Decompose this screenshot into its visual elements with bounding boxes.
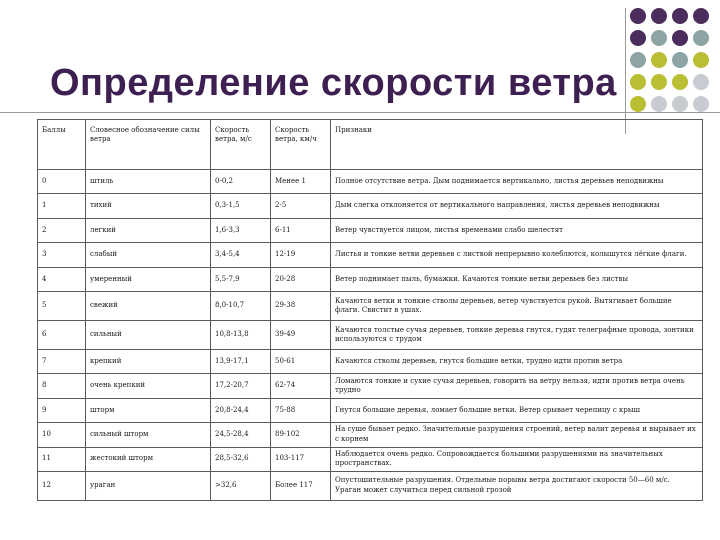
cell-points: 10 <box>38 423 86 447</box>
header-row <box>38 120 703 170</box>
cell-signs: Полное отсутствие ветра. Дым поднимается вертикально, листья деревьев неподвижны <box>331 170 703 194</box>
cell-speed-kmh: 39-49 <box>271 320 331 349</box>
table-header <box>38 120 703 170</box>
cell-points: 12 <box>38 471 86 500</box>
cell-speed-kmh: 12-19 <box>271 243 331 267</box>
cell-points: 4 <box>38 267 86 291</box>
table-body <box>38 170 703 501</box>
decorative-dot <box>693 74 709 90</box>
cell-name: умеренный <box>86 267 211 291</box>
cell-speed-ms: >32,6 <box>211 471 271 500</box>
cell-points: 6 <box>38 320 86 349</box>
cell-points: 11 <box>38 447 86 471</box>
cell-speed-kmh: Менее 1 <box>271 170 331 194</box>
cell-speed-ms: 5,5-7,9 <box>211 267 271 291</box>
decorative-dot <box>630 96 646 112</box>
decorative-dot <box>693 52 709 68</box>
table-row <box>38 349 703 373</box>
cell-speed-ms: 28,5-32,6 <box>211 447 271 471</box>
header-cell-signs: Признаки <box>331 120 703 170</box>
cell-signs: Ломаются тонкие и сухие сучья деревьев, говорить на ветру нельзя, идти против ветра очень трудно <box>331 374 703 398</box>
decorative-dot <box>672 8 688 24</box>
cell-signs: Опустошительные разрушения. Отдельные порывы ветра достигают скорости 50—60 м/с. Ураган может случиться перед сильной грозой <box>331 471 703 500</box>
table-row <box>38 423 703 447</box>
cell-signs: Ветер поднимает пыль, бумажки. Качаются тонкие ветви деревьев без листвы <box>331 267 703 291</box>
cell-speed-ms: 0,3-1,5 <box>211 194 271 218</box>
table-row <box>38 398 703 422</box>
cell-speed-ms: 8,0-10,7 <box>211 291 271 320</box>
cell-speed-kmh: 75-88 <box>271 398 331 422</box>
cell-name: сильный шторм <box>86 423 211 447</box>
slide-title: Определение скорости ветра <box>50 62 617 104</box>
cell-speed-ms: 10,8-13,8 <box>211 320 271 349</box>
cell-speed-kmh: Более 117 <box>271 471 331 500</box>
cell-speed-kmh: 50-61 <box>271 349 331 373</box>
table-row <box>38 194 703 218</box>
cell-signs: Листья и тонкие ветви деревьев с листвой непрерывно колеблются, колышутся лёгкие флаги. <box>331 243 703 267</box>
decorative-dot <box>630 52 646 68</box>
decorative-dot <box>651 30 667 46</box>
cell-speed-kmh: 20-28 <box>271 267 331 291</box>
cell-name: жестокий шторм <box>86 447 211 471</box>
cell-points: 7 <box>38 349 86 373</box>
cell-speed-ms: 20,8-24,4 <box>211 398 271 422</box>
decorative-dot <box>630 30 646 46</box>
cell-name: ураган <box>86 471 211 500</box>
title-divider-vertical <box>625 8 626 134</box>
table-row <box>38 374 703 398</box>
decorative-dot <box>693 96 709 112</box>
decorative-dot <box>651 74 667 90</box>
cell-name: тихий <box>86 194 211 218</box>
decorative-dot <box>651 52 667 68</box>
cell-speed-ms: 13,9-17,1 <box>211 349 271 373</box>
cell-name: сильный <box>86 320 211 349</box>
decorative-dot <box>672 96 688 112</box>
cell-speed-ms: 3,4-5,4 <box>211 243 271 267</box>
header-cell-points: Баллы <box>38 120 86 170</box>
cell-speed-ms: 1,6-3,3 <box>211 218 271 242</box>
cell-name: крепкий <box>86 349 211 373</box>
cell-signs: На суше бывает редко. Значительные разрушения строений, ветер валит деревья и вырывает их с корнем <box>331 423 703 447</box>
cell-points: 2 <box>38 218 86 242</box>
cell-speed-kmh: 62-74 <box>271 374 331 398</box>
table-row <box>38 447 703 471</box>
decorative-dot <box>651 96 667 112</box>
cell-signs: Качаются стволы деревьев, гнутся большие ветки, трудно идти против ветра <box>331 349 703 373</box>
cell-speed-ms: 0-0,2 <box>211 170 271 194</box>
cell-speed-kmh: 103-117 <box>271 447 331 471</box>
decorative-dot <box>630 74 646 90</box>
decorative-dot <box>693 8 709 24</box>
cell-name: очень крепкий <box>86 374 211 398</box>
table-row <box>38 320 703 349</box>
wind-speed-table <box>37 119 703 501</box>
cell-speed-kmh: 89-102 <box>271 423 331 447</box>
cell-name: шторм <box>86 398 211 422</box>
decorative-dot <box>672 30 688 46</box>
decorative-dot <box>672 52 688 68</box>
cell-points: 5 <box>38 291 86 320</box>
table-row <box>38 243 703 267</box>
decorative-dot <box>630 8 646 24</box>
table-row <box>38 218 703 242</box>
cell-points: 0 <box>38 170 86 194</box>
decorative-dot-grid <box>630 8 720 128</box>
cell-speed-ms: 17,2-20,7 <box>211 374 271 398</box>
table-row <box>38 291 703 320</box>
title-divider-horizontal <box>0 112 720 113</box>
cell-points: 1 <box>38 194 86 218</box>
cell-points: 8 <box>38 374 86 398</box>
table-row <box>38 471 703 500</box>
cell-signs: Качаются ветки и тонкие стволы деревьев, ветер чувствуется рукой. Вытягивает большие флаги. Свистит в ушах. <box>331 291 703 320</box>
decorative-dot <box>672 74 688 90</box>
cell-points: 3 <box>38 243 86 267</box>
cell-name: свежий <box>86 291 211 320</box>
header-cell-speed-kmh: Скорость ветра, км/ч <box>271 120 331 170</box>
cell-signs: Наблюдается очень редко. Сопровождается большими разрушениями на значительных пространствах. <box>331 447 703 471</box>
cell-speed-ms: 24,5-28,4 <box>211 423 271 447</box>
cell-name: штиль <box>86 170 211 194</box>
cell-signs: Гнутся большие деревья, ломает большие ветки. Ветер срывает черепицу с крыш <box>331 398 703 422</box>
cell-points: 9 <box>38 398 86 422</box>
cell-signs: Дым слегка отклоняется от вертикального направления, листья деревьев неподвижны <box>331 194 703 218</box>
table-row <box>38 170 703 194</box>
cell-speed-kmh: 2-5 <box>271 194 331 218</box>
cell-name: легкий <box>86 218 211 242</box>
table-row <box>38 267 703 291</box>
header-cell-name: Словесное обозначение силы ветра <box>86 120 211 170</box>
cell-signs: Качаются толстые сучья деревьев, тонкие деревья гнутся, гудят телеграфные провода, зонтики используются с трудом <box>331 320 703 349</box>
cell-speed-kmh: 6-11 <box>271 218 331 242</box>
decorative-dot <box>651 8 667 24</box>
header-cell-speed-ms: Скорость ветра, м/с <box>211 120 271 170</box>
decorative-dot <box>693 30 709 46</box>
cell-name: слабый <box>86 243 211 267</box>
cell-speed-kmh: 29-38 <box>271 291 331 320</box>
cell-signs: Ветер чувствуется лицом, листья временами слабо шелестят <box>331 218 703 242</box>
